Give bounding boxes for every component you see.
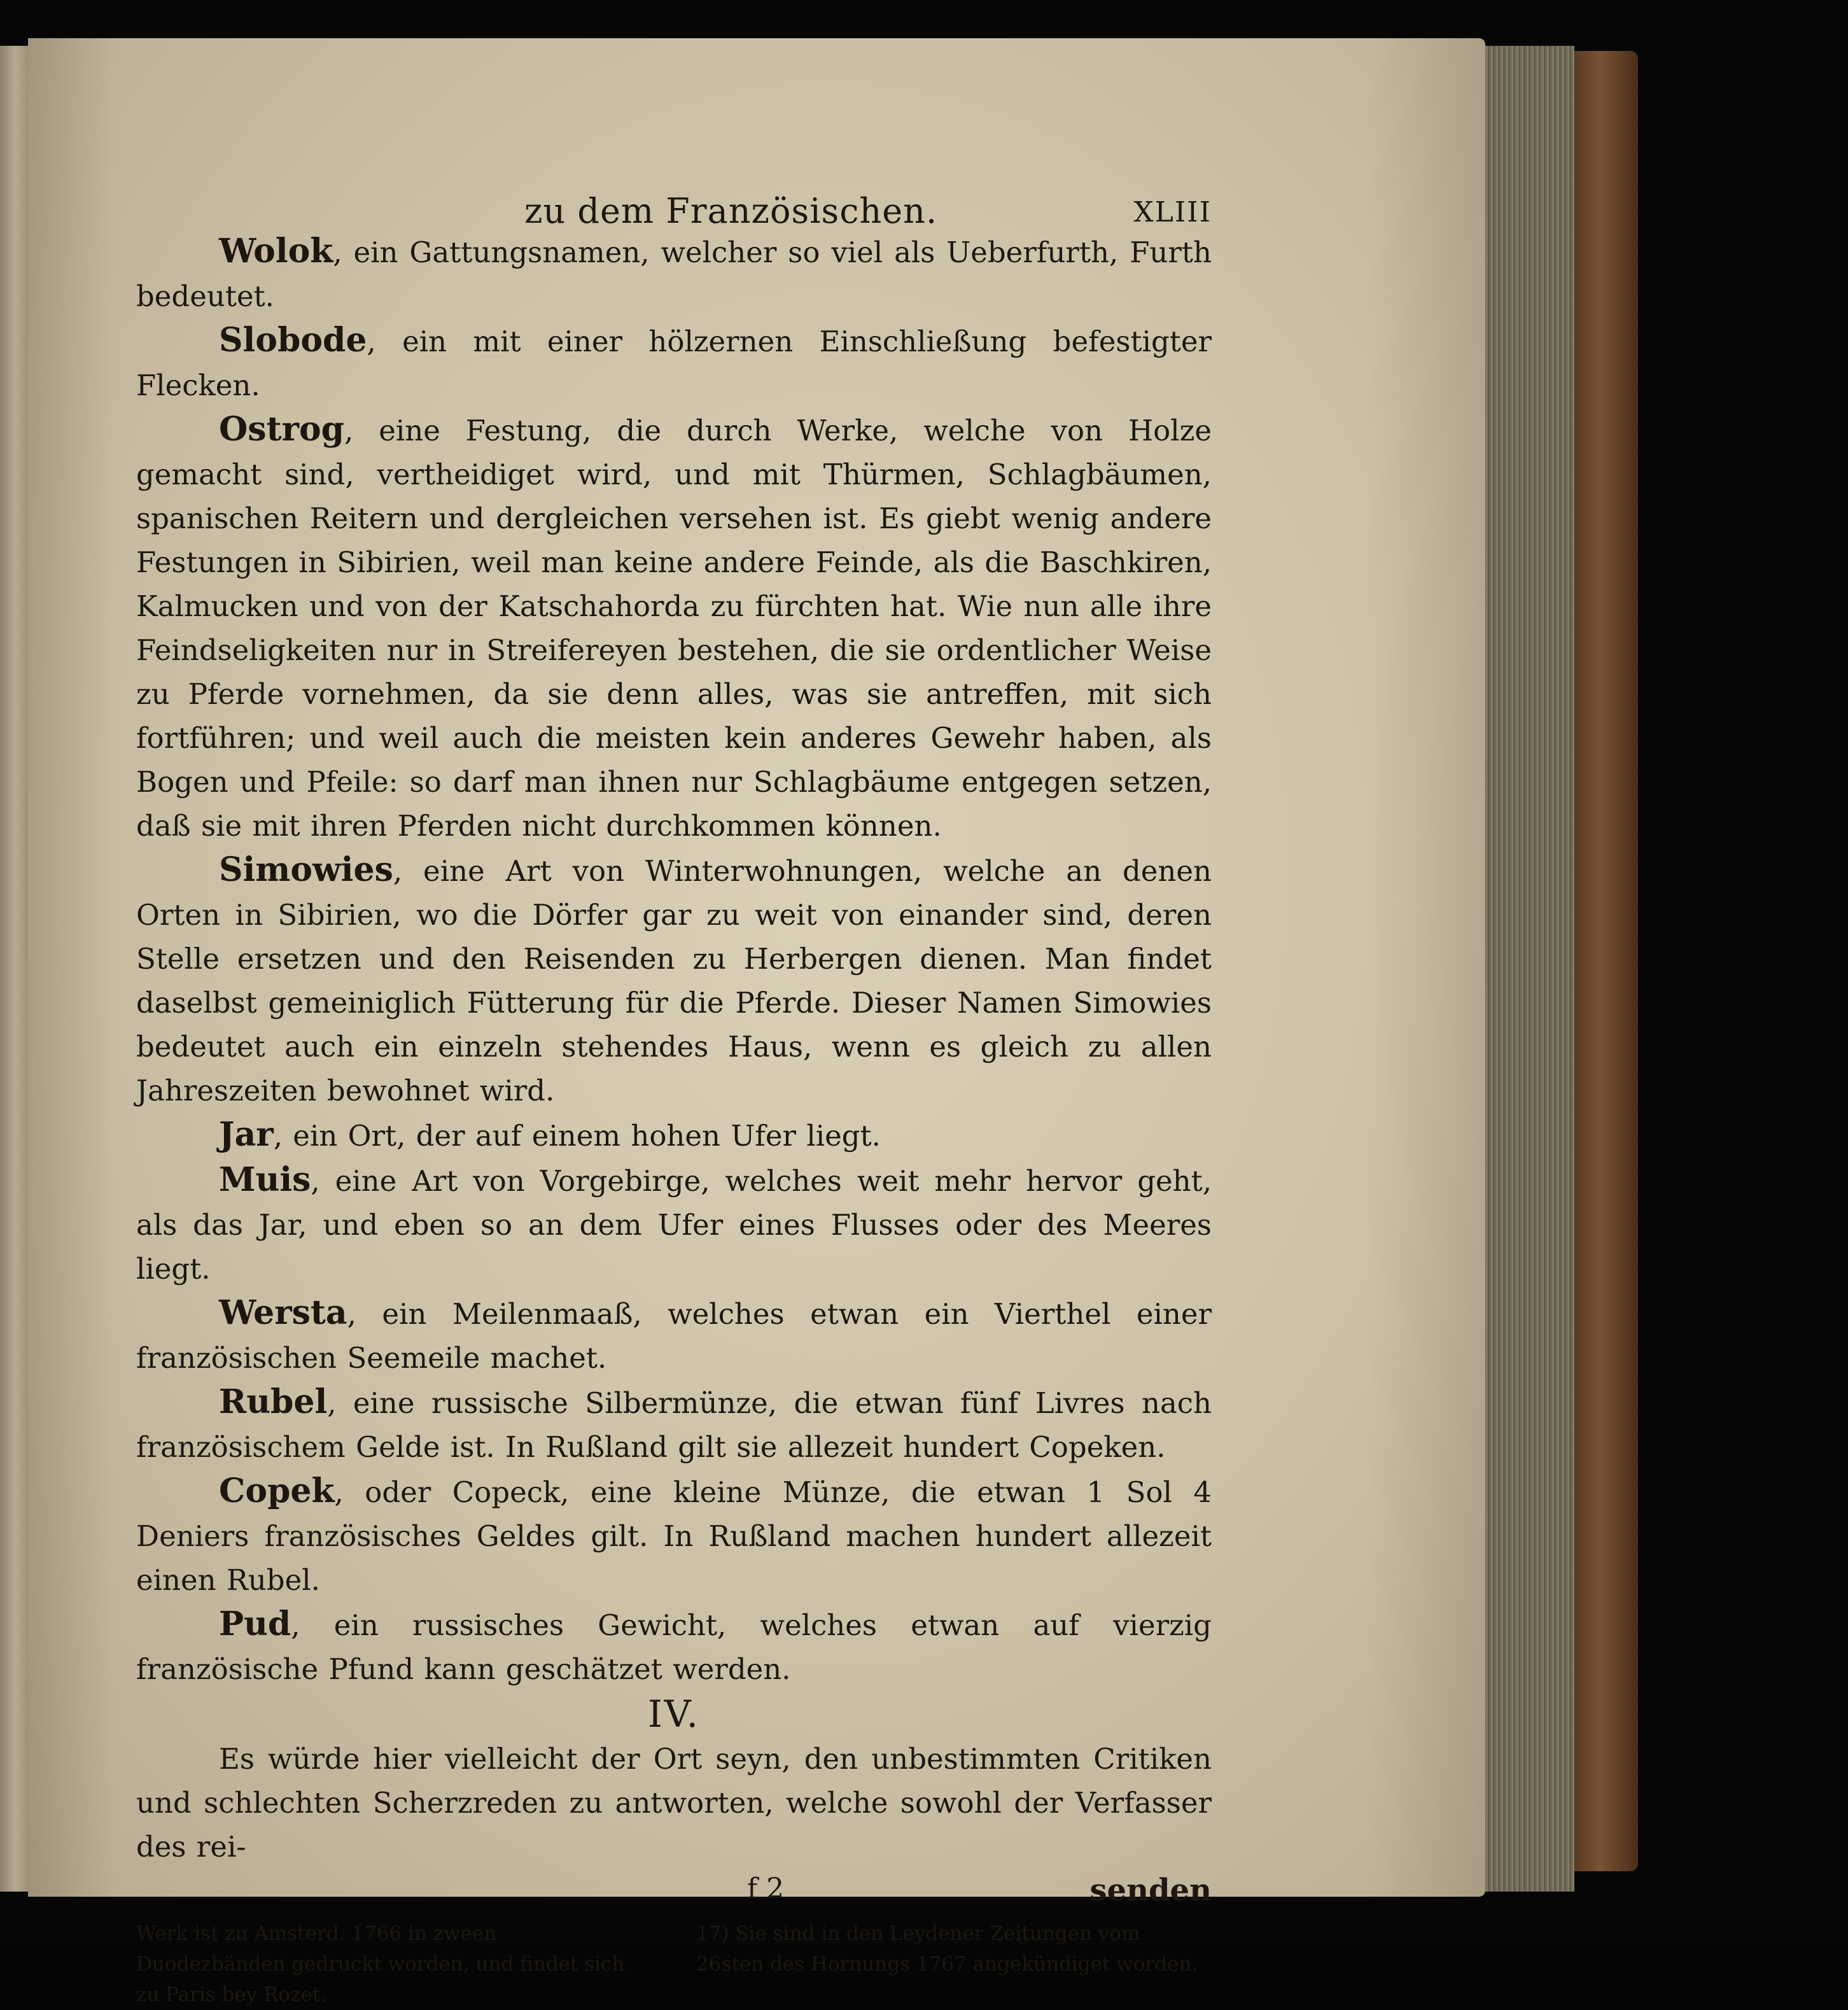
book-cover-edge [1574, 51, 1638, 1871]
entry-text: , ein Ort, der auf einem hohen Ufer liegt. [273, 1119, 881, 1153]
page-footer [136, 1869, 1212, 1915]
glossary-entry [136, 1469, 1212, 1602]
glossary-entry [136, 318, 1212, 407]
entry-term: Wolok [219, 232, 333, 271]
entry-text: , eine Art von Vorgebirge, welches weit mehr hervor geht, als das Jar, und eben so an dem Ufer eines Flusses oder des Meeres liegt. [136, 1164, 1212, 1286]
entry-term: Muis [219, 1160, 311, 1199]
section-heading: IV. [647, 1692, 701, 1736]
glossary-entry [136, 1291, 1212, 1380]
section-text: Es würde hier vielleicht der Ort seyn, den unbestimmten Critiken und schlechten Scherzreden zu antworten, welche sowohl der Verfasser des rei- [136, 1742, 1212, 1864]
entry-text: , eine russische Silbermünze, die etwan fünf Livres nach französischem Gelde ist. In Rußland gilt sie allezeit hundert Copeken. [136, 1386, 1212, 1464]
entry-term: Pud [219, 1605, 291, 1643]
entry-term: Ostrog [219, 410, 345, 449]
entry-text: , oder Copeck, eine kleine Münze, die etwan 1 Sol 4 Deniers französisches Geldes gilt. In Rußland machen hundert allezeit einen Rubel. [136, 1475, 1212, 1597]
entry-term: Rubel [219, 1382, 328, 1421]
entry-term: Simowies [219, 850, 393, 889]
glossary-entry [136, 1602, 1212, 1691]
glossary-entry [136, 407, 1212, 848]
entry-text: , eine Art von Winterwohnungen, welche an denen Orten in Sibirien, wo die Dörfer gar zu weit von einander sind, deren Stelle ersetzen und den Reisenden zu Herbergen dienen. Man findet daselbst gemeiniglich Fütterung für die Pferde. Dieser Namen Simowies bedeutet auch ein einzeln stehendes Haus, wenn es gleich zu allen Jahreszeiten bewohnet wird. [136, 854, 1212, 1107]
glossary-entry [136, 1380, 1212, 1469]
book-page [28, 38, 1485, 2006]
entry-term: Jar [219, 1115, 274, 1154]
entry-term: Slobode [219, 321, 367, 360]
entry-text: , ein russisches Gewicht, welches etwan auf vierzig französische Pfund kann geschätzet werden. [136, 1608, 1212, 1686]
running-head: zu dem Französischen. [524, 191, 938, 231]
footnote-left: Werk ist zu Amsterd. 1766 in zween Duodezbänden gedruckt worden, und findet sich zu Paris bey Rozet. [136, 1922, 625, 2006]
signature-mark: f 2 [747, 1873, 785, 1905]
entry-text: , ein mit einer hölzernen Einschließung befestigter Flecken. [136, 325, 1212, 402]
glossary-entry [136, 229, 1212, 318]
entry-text: , ein Gattungsnamen, welcher so viel als Ueberfurth, Furth bedeutet. [136, 235, 1212, 313]
facing-page-edge [0, 46, 30, 1892]
entry-text: , eine Festung, die durch Werke, welche von Holze gemacht sind, vertheidiget wird, und mit Thürmen, Schlagbäumen, spanischen Reitern und dergleichen versehen ist. Es giebt wenig andere Festungen in Sibirien, weil man keine andere Feinde, als die Baschkiren, Kalmucken und von der Katschahorda zu fürchten hat. Wie nun alle ihre Feindseligkeiten nur in Streifereyen bestehen, die sie ordentlicher Weise zu Pferde vornehmen, da sie denn alles, was sie antreffen, mit sich fortführen; und weil auch die meisten kein anderes Gewehr haben, als Bogen und Pfeile: so darf man ihnen nur Schlagbäume entgegen setzen, daß sie mit ihren Pferden nicht durchkommen können. [136, 414, 1212, 843]
footnote-right: 17) Sie sind in den Leydener Zeitungen vom 26sten des Hornungs 1767 angekündiget worden. [696, 1922, 1198, 1976]
glossary-entry [136, 1158, 1212, 1291]
page-edges [1485, 46, 1574, 1892]
page-number: XLIII [1133, 196, 1212, 228]
entry-term: Wersta [219, 1293, 347, 1332]
page-header [136, 159, 1212, 229]
glossary-entry [136, 848, 1212, 1113]
entry-term: Copek [219, 1472, 335, 1510]
text-block [136, 159, 1212, 2010]
footnotes [136, 1918, 1212, 2010]
catchword: senden [1089, 1873, 1212, 1908]
glossary-entry [136, 1113, 1212, 1158]
entry-text: , ein Meilenmaaß, welches etwan ein Vierthel einer französischen Seemeile machet. [136, 1297, 1212, 1375]
